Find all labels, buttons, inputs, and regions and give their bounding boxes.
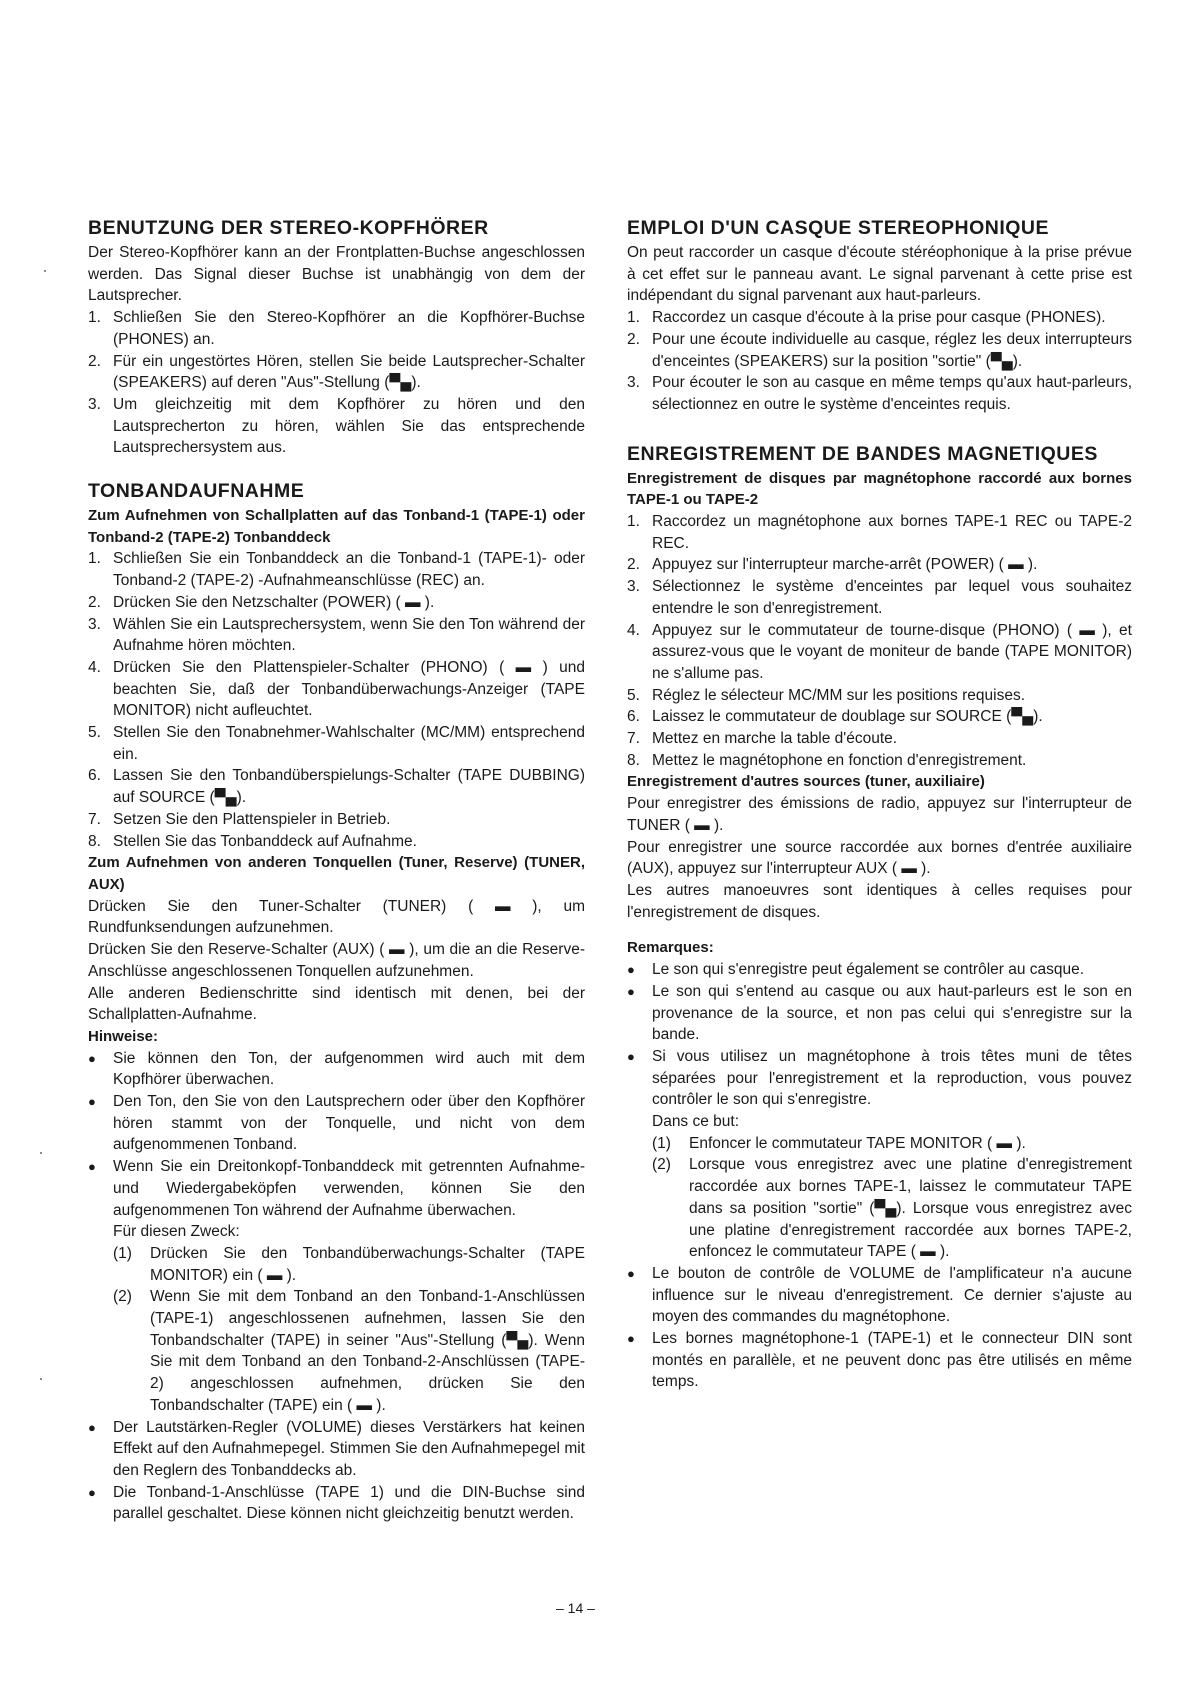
list-item: ● Der Lautstärken-Regler (VOLUME) dieses Verstärkers hat keinen Effekt auf den Aufnahmepegel. Stimmen Sie den Aufnahmepegel mit den Reglern des Tonbanddecks ab.	[88, 1417, 585, 1482]
step-list	[88, 548, 585, 852]
list-item: ● Die Tonband-1-Anschlüsse (TAPE 1) und die DIN-Buchse sind parallel geschaltet. Diese können nicht gleichzeitig benutzt werden.	[88, 1482, 585, 1525]
list-item: 4. Appuyez sur le commutateur de tourne-disque (PHONO) ( ▬ ), et assurez-vous que le voyant de moniteur de bande (TAPE MONITOR) ne s'allume pas.	[627, 621, 1132, 682]
list-item: 6. Lassen Sie den Tonbandüberspielungs-Schalter (TAPE DUBBING) auf SOURCE (▀▄).	[88, 767, 585, 807]
sub-step-list	[113, 1243, 585, 1417]
list-item: ● Sie können den Ton, der aufgenommen wird auch mit dem Kopfhörer überwachen.	[88, 1048, 585, 1091]
list-item: ● Le son qui s'enregistre peut également se contrôler au casque.	[627, 959, 1132, 981]
section-title-recording-de: TONBANDAUFNAHME	[88, 480, 305, 503]
notes-title: Hinweise:	[88, 1027, 159, 1045]
list-item: 2. Für ein ungestörtes Hören, stellen Sie beide Lautsprecher-Schalter (SPEAKERS) auf deren "Aus"-Stellung (▀▄).	[88, 352, 585, 392]
list-item: (1) Enfoncer le commutateur TAPE MONITOR ( ▬ ).	[652, 1134, 1026, 1152]
list-item: 7. Setzen Sie den Plattenspieler in Betrieb.	[88, 810, 391, 828]
list-item: ● Wenn Sie ein Dreitonkopf-Tonbanddeck mit getrennten Aufnahme- und Wiedergabeköpfen verwenden, können Sie den aufgenommenen Ton während der Aufnahme überwachen. Für diesen Zweck: (1) Drücken Sie den Tonbandüberwachungs-Schalter (TAPE MONITOR) ein ( ▬ ). (2) Wenn Sie mit dem Tonband an den Tonband-1-Anschlüssen (TAPE-1) angeschlossenen aufnehmen, lassen Sie den Tonbandschalter (TAPE) in seiner "Aus"-Stellung (▀▄). Wenn Sie mit dem Tonband an den Tonband-2-Anschlüssen (TAPE-2) angeschlossen aufnehmen, drücken Sie den Tonbandschalter (TAPE) ein ( ▬ ).	[88, 1156, 585, 1416]
section-title-headphones-de: BENUTZUNG DER STEREO-KOPFHÖRER	[88, 217, 489, 239]
scan-speck	[40, 1378, 42, 1380]
intro-paragraph: On peut raccorder un casque d'écoute stéréophonique à la prise prévue à cet effet sur le panneau avant. Le signal parvenant à cette prise est indépendant du signal parvenant aux haut-parleurs.	[627, 244, 1132, 305]
list-item: 1. Schließen Sie den Stereo-Kopfhörer an die Kopfhörer-Buchse (PHONES) an.	[88, 309, 585, 348]
list-item: 3. Wählen Sie ein Lautsprechersystem, wenn Sie den Ton während der Aufnahme hören möchten.	[88, 615, 585, 655]
purpose-label: Dans ce but:	[652, 1113, 740, 1131]
scan-speck	[40, 1152, 42, 1154]
subheading: Zum Aufnehmen von Schallplatten auf das Tonband-1 (TAPE-1) oder Tonband-2 (TAPE-2) Tonbanddeck	[88, 507, 585, 546]
subheading: Zum Aufnehmen von anderen Tonquellen (Tuner, Reserve) (TUNER, AUX)	[88, 854, 585, 893]
notes-list	[88, 1048, 585, 1525]
list-item: 8. Mettez le magnétophone en fonction d'enregistrement.	[627, 751, 1027, 769]
list-item: 4. Drücken Sie den Plattenspieler-Schalter (PHONO) ( ▬ ) und beachten Sie, daß der Tonbandüberwachungs-Anzeiger (TAPE MONITOR) nicht aufleuchtet.	[88, 658, 585, 720]
list-item: 7. Mettez en marche la table d'écoute.	[627, 730, 898, 748]
list-item: 3. Um gleichzeitig mit dem Kopfhörer zu hören und den Lautsprecherton zu hören, wählen Sie das entsprechende Lautsprechersystem aus.	[88, 395, 585, 457]
paragraph: Drücken Sie den Reserve-Schalter (AUX) ( ▬ ), um die an die Reserve-Anschlüsse angeschlossenen Tonquellen aufzunehmen.	[88, 941, 585, 980]
list-item: 3. Pour écouter le son au casque en même temps qu'aux haut-parleurs, sélectionnez en outre le système d'enceintes requis.	[627, 374, 1132, 413]
list-item: (2) Wenn Sie mit dem Tonband an den Tonband-1-Anschlüssen (TAPE-1) angeschlossenen aufnehmen, lassen Sie den Tonbandschalter (TAPE) in seiner "Aus"-Stellung (▀▄). Wenn Sie mit dem Tonband an den Tonband-2-Anschlüssen (TAPE-2) angeschlossen aufnehmen, drücken Sie den Tonbandschalter (TAPE) ein ( ▬ ).	[113, 1288, 585, 1414]
subheading: Enregistrement de disques par magnétophone raccordé aux bornes TAPE-1 ou TAPE-2	[627, 469, 1132, 509]
french-column	[627, 216, 1132, 1393]
list-item: 8. Stellen Sie das Tonbanddeck auf Aufnahme.	[88, 832, 417, 850]
subheading: Enregistrement d'autres sources (tuner, auxiliaire)	[627, 773, 985, 791]
paragraph: Alle anderen Bedienschritte sind identisch mit denen, bei der Schallplatten-Aufnahme.	[88, 984, 585, 1024]
step-list	[627, 511, 1132, 771]
list-item: ● Si vous utilisez un magnétophone à trois têtes muni de têtes séparées pour l'enregistrement et la reproduction, vous pouvez contrôler le son qui s'enregistre. Dans ce but: (1) Enfoncer le commutateur TAPE MONITOR ( ▬ ). (2) Lorsque vous enregistrez avec une platine d'enregistrement raccordée aux bornes TAPE-1, laissez le commutateur TAPE dans sa position "sortie" (▀▄). Lorsque vous enregistrez avec une platine d'enregistrement raccordée aux bornes TAPE-2, enfoncez le commutateur TAPE ( ▬ ).	[627, 1046, 1132, 1263]
list-item: (2) Lorsque vous enregistrez avec une platine d'enregistrement raccordée aux bornes TAPE-1, laissez le commutateur TAPE dans sa position "sortie" (▀▄). Lorsque vous enregistrez avec une platine d'enregistrement raccordée aux bornes TAPE-2, enfoncez le commutateur TAPE ( ▬ ).	[652, 1156, 1132, 1261]
step-list	[88, 307, 585, 459]
notes-title: Remarques:	[627, 939, 714, 957]
list-item: 1. Schließen Sie ein Tonbanddeck an die Tonband-1 (TAPE-1)- oder Tonband-2 (TAPE-2) -Aufnahmeanschlüsse (REC) an.	[88, 550, 585, 590]
paragraph: Les autres manoeuvres sont identiques à celles requises pour l'enregistrement de disques.	[627, 881, 1132, 921]
german-column	[88, 216, 585, 1525]
list-item: 2. Pour une écoute individuelle au casque, réglez les deux interrupteurs d'enceintes (SPEAKERS) sur la position "sortie" (▀▄).	[627, 330, 1132, 370]
purpose-label: Für diesen Zweck:	[113, 1223, 240, 1241]
list-item: 5. Réglez le sélecteur MC/MM sur les positions requises.	[627, 686, 1025, 704]
list-item: 3. Sélectionnez le système d'enceintes par lequel vous souhaitez entendre le son d'enregistrement.	[627, 578, 1132, 617]
page-number: – 14 –	[556, 1600, 595, 1616]
list-item: 6. Laissez le commutateur de doublage sur SOURCE (▀▄).	[627, 708, 1043, 726]
sub-step-list	[652, 1133, 1132, 1263]
paragraph: Drücken Sie den Tuner-Schalter (TUNER) ( ▬ ), um Rundfunksendungen aufzunehmen.	[88, 897, 585, 937]
paragraph: Pour enregistrer une source raccordée aux bornes d'entrée auxiliaire (AUX), appuyez sur l'interrupteur AUX ( ▬ ).	[627, 838, 1132, 878]
list-item: 2. Drücken Sie den Netzschalter (POWER) ( ▬ ).	[88, 593, 435, 611]
list-item: (1) Drücken Sie den Tonbandüberwachungs-Schalter (TAPE MONITOR) ein ( ▬ ).	[113, 1244, 585, 1284]
list-item: 1. Raccordez un magnétophone aux bornes TAPE-1 REC ou TAPE-2 REC.	[627, 513, 1132, 552]
list-item: ● Le bouton de contrôle de VOLUME de l'amplificateur n'a aucune influence sur le niveau d'enregistrement. Ce dernier s'ajuste au moyen des commandes du magnétophone.	[627, 1263, 1132, 1328]
list-item: 1. Raccordez un casque d'écoute à la prise pour casque (PHONES).	[627, 309, 1106, 327]
intro-paragraph: Der Stereo-Kopfhörer kann an der Frontplatten-Buchse angeschlossen werden. Das Signal dieser Buchse ist unabhängig von dem der Lautsprecher.	[88, 244, 585, 305]
section-title-recording-fr: ENREGISTREMENT DE BANDES MAGNETIQUES	[627, 442, 1098, 465]
step-list	[627, 307, 1132, 416]
list-item: ● Le son qui s'entend au casque ou aux haut-parleurs est le son en provenance de la source, et non pas celui qui s'enregistre sur la bande.	[627, 981, 1132, 1046]
list-item: ● Den Ton, den Sie von den Lautsprechern oder über den Kopfhörer hören stammt von der Tonquelle, und nicht von dem aufgenommenen Tonband.	[88, 1091, 585, 1156]
section-title-headphones-fr: EMPLOI D'UN CASQUE STEREOPHONIQUE	[627, 217, 1050, 239]
notes-list	[627, 959, 1132, 1393]
list-item: ● Les bornes magnétophone-1 (TAPE-1) et le connecteur DIN sont montés en parallèle, et ne peuvent donc pas être utilisés en même temps.	[627, 1328, 1132, 1393]
paragraph: Pour enregistrer des émissions de radio, appuyez sur l'interrupteur de TUNER ( ▬ ).	[627, 795, 1132, 834]
scan-speck	[44, 270, 46, 272]
list-item: 2. Appuyez sur l'interrupteur marche-arrêt (POWER) ( ▬ ).	[627, 556, 1038, 574]
list-item: 5. Stellen Sie den Tonabnehmer-Wahlschalter (MC/MM) entsprechend ein.	[88, 724, 585, 763]
